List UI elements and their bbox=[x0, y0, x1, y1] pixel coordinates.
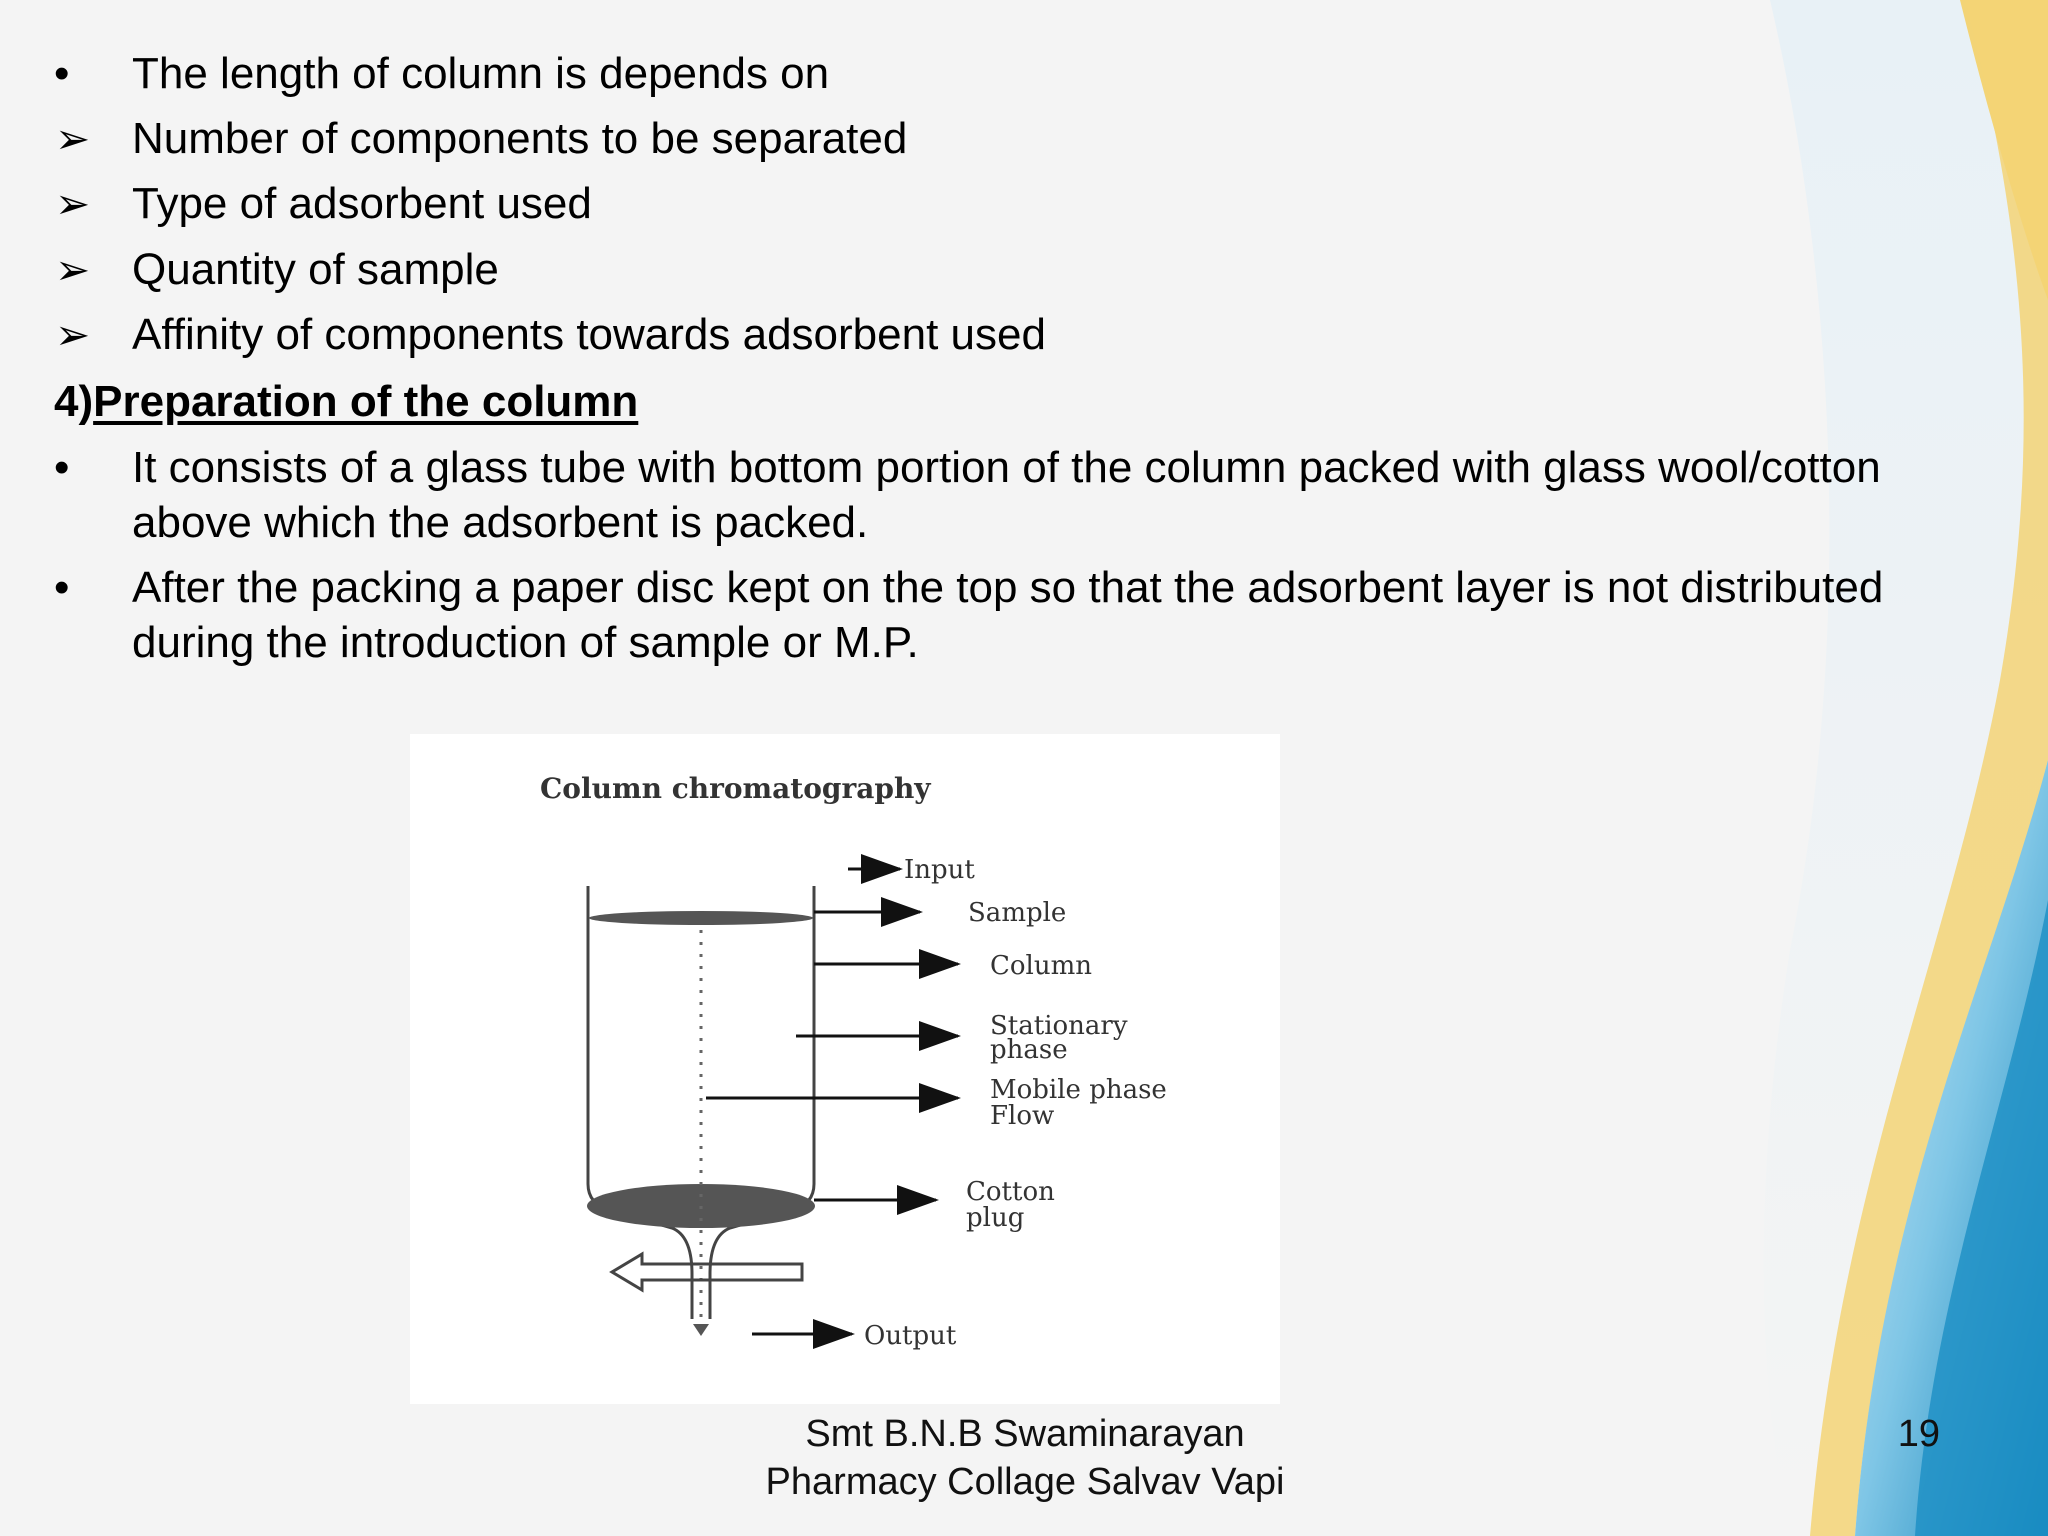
figure-title: Column chromatography bbox=[540, 772, 931, 805]
bullet-line: It consists of a glass tube with bottom portion of the column packed with glass wool/cotton bbox=[132, 443, 1881, 492]
footer-credit-line: Smt B.N.B Swaminarayan bbox=[805, 1413, 1245, 1455]
bullet-text bbox=[132, 560, 1952, 670]
sample-label: Sample bbox=[968, 898, 1067, 928]
bullet-text: Affinity of components towards adsorbent used bbox=[132, 310, 1046, 359]
bullet-text: Type of adsorbent used bbox=[132, 179, 592, 228]
section-title: Preparation of the column bbox=[93, 377, 639, 426]
cotton-label-line1: Cotton bbox=[966, 1177, 1055, 1207]
stationary-label-line2: phase bbox=[990, 1035, 1068, 1065]
bullet-line: After the packing a paper disc kept on the top so that the adsorbent layer is not distributed bbox=[132, 563, 1884, 612]
bullet-text bbox=[132, 440, 1952, 550]
mobile-label-line2: Flow bbox=[990, 1101, 1055, 1131]
section-heading bbox=[54, 374, 638, 429]
bullet-text: The length of column is depends on bbox=[132, 49, 830, 98]
bullet-dot-icon: • bbox=[54, 563, 70, 612]
slide-number: 19 bbox=[1897, 1413, 1940, 1455]
column-label: Column bbox=[990, 951, 1093, 981]
output-arrowhead bbox=[693, 1324, 709, 1336]
arrow-bullet-icon: ➢ bbox=[55, 180, 91, 227]
bullet-line: during the introduction of sample or M.P. bbox=[132, 618, 919, 667]
column-chromatography-figure bbox=[410, 734, 1280, 1404]
arrow-bullet-icon: ➢ bbox=[55, 311, 91, 358]
column-diagram bbox=[410, 734, 1280, 1404]
output-label: Output bbox=[864, 1321, 957, 1351]
cotton-label-line2: plug bbox=[966, 1203, 1025, 1233]
bullet-dot-icon: • bbox=[54, 49, 70, 98]
footer-credit bbox=[700, 1410, 1350, 1506]
footer-credit-line: Pharmacy Collage Salvav Vapi bbox=[765, 1461, 1285, 1503]
sample-layer bbox=[589, 911, 813, 925]
mobile-label-line1: Mobile phase bbox=[990, 1075, 1167, 1105]
bullet-text: Number of components to be separated bbox=[132, 114, 908, 163]
bullet-line: above which the adsorbent is packed. bbox=[132, 498, 869, 547]
stopcock-arrow bbox=[612, 1254, 802, 1290]
bullet-text: Quantity of sample bbox=[132, 245, 499, 294]
bullet-dot-icon: • bbox=[54, 443, 70, 492]
section-number: 4) bbox=[54, 377, 94, 426]
stationary-label-line1: Stationary bbox=[990, 1011, 1128, 1041]
arrow-bullet-icon: ➢ bbox=[55, 246, 91, 293]
arrow-bullet-icon: ➢ bbox=[55, 115, 91, 162]
input-label: Input bbox=[904, 855, 975, 885]
